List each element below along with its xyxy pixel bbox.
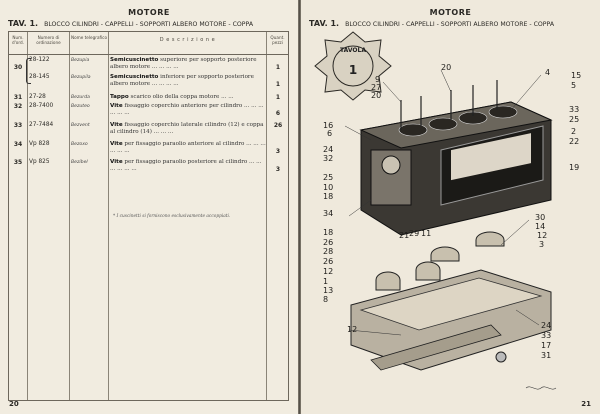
table-row: 28-145 Bezupila Semicuscinetto inferiore per sopporto posteriore albero motore ... ... ... ... 1 [29,74,281,88]
col-header-qty: Quant. pezzi [270,35,285,45]
exploded-engine-drawing [301,30,600,400]
callout: 25 [323,173,334,182]
emblem-number: 1 [348,63,358,77]
callout: 3 [539,240,545,249]
callout: 33 [569,105,580,114]
callout: 11 [421,229,432,238]
callout: 13 [323,286,334,295]
artist-signature [526,387,556,389]
callout: 30 [535,213,546,222]
callout: 24 [323,145,334,154]
callout: 8 [323,295,329,304]
table-row: 33 27-7484 Bezvent Vite fissaggio coperchio laterale cilindro (12) e coppa al cilindro (14) ... ... ... 26 [13,122,283,136]
plate-title: TAV. 1. BLOCCO CILINDRI - CAPPELLI - SOPPORTI ALBERO MOTORE - COPPA [8,19,254,28]
callout: 6 [327,129,333,138]
table-row: 32 28-7400 Bezuteo Vite fissaggio coperchio anteriore per cilindro ... ... ... ... ... ... 6 [13,103,281,117]
callout: 12 [537,231,548,240]
emblem-label: TAVOLA [340,47,366,54]
callout: 4 [545,68,551,77]
callout: 34 [323,209,334,218]
callout: 28 [323,247,334,256]
callout: 19 [569,163,580,172]
footnote: * I cuscinetti si forniscono esclusivamente accoppiati. [113,214,231,219]
right-page [301,0,600,414]
callout: 12 [323,267,334,276]
callout: 16 [323,121,334,130]
callout: 1 [323,277,329,286]
table-row: 34 Vp 828 Bezoxo Vite per fissaggio paraolio anteriore al cilindro ... ... ... ... ... ... 3 [13,141,281,155]
callout: 9 [375,75,381,84]
callout: 27 [371,83,382,92]
page-number: 20 [9,400,19,408]
section-header: MOTORE [128,8,170,17]
callout: 26 [323,257,334,266]
table-row: 30 28-122 Bezupia Semicuscinetto superiore per sopporto posteriore albero motore ... ... ... ... 1 [13,57,281,71]
callout: 12 [347,325,358,334]
callout: 24 [541,321,552,330]
callout: 25 [569,115,580,124]
callout: 21 [399,231,410,240]
callout: 5 [571,81,577,90]
callout: 2 [571,127,577,136]
col-header-number: Numero di ordinazione [36,35,61,45]
callout: 22 [569,137,580,146]
callout: 18 [323,192,334,201]
col-header-desc: D e s c r i z i o n e [159,37,216,43]
callout: 26 [323,238,334,247]
callout: 20 [441,63,452,72]
page-number: 21 [581,400,591,408]
plate-title: TAV. 1. BLOCCO CILINDRI - CAPPELLI - SOPPORTI ALBERO MOTORE - COPPA [309,19,555,28]
callout: 29 [409,229,420,238]
col-header-tel: Nome telegrafico [70,35,108,40]
left-page [0,0,298,414]
callout: 10 [323,183,334,192]
callout: 14 [535,222,546,231]
callout: 32 [323,154,334,163]
section-header: MOTORE [429,8,472,17]
callout: 15 [571,71,582,80]
callout: 20 [371,91,382,100]
callout: 33 [541,331,552,340]
table-header [9,32,288,55]
cylinder-block [361,102,551,235]
callout: 31 [541,351,552,360]
callout: 18 [323,228,334,237]
parts-table: Num. d'ord. Numero di ordinazione Nome telegrafico D e s c r i z i o n e Quant. pezzi 30 28-122 Bezupia Semicuscinetto superiore per sopporto posteriore albero motore ... ... ... ... 1 28-145 Bezupila Semicuscinetto inferiore per sopporto posteriore albero motore ... ... ... ... 1 31 27-28 Bezurda Tappo scarico olio della coppa motore ... ... 1 32 28-7400 Bezuteo Vite fissaggio coperchio anteriore per cilindro ... ... ... ... ... ... 6 33 27-7484 Bezvent Vite fissaggio coperchio laterale cilindro (12) e coppa al cilindro (14) ... ... ... 26 34 Vp 828 Bezoxo Vite per fissaggio paraolio anteriore al cilindro ... ... ... ... ... ... 3 35 Vp 825 Bezibel Vite per fissaggio paraolio posteriore al cilindro ... ... ... ... ... ... 3 * I cuscinetti si forniscono esclusivamente accoppiati. [8,31,289,401]
table-row: 35 Vp 825 Bezibel Vite per fissaggio paraolio posteriore al cilindro ... ... ... ... ... ... 3 [13,159,281,173]
callout: 17 [541,341,552,350]
col-header-no: Num. d'ord. [11,35,24,45]
